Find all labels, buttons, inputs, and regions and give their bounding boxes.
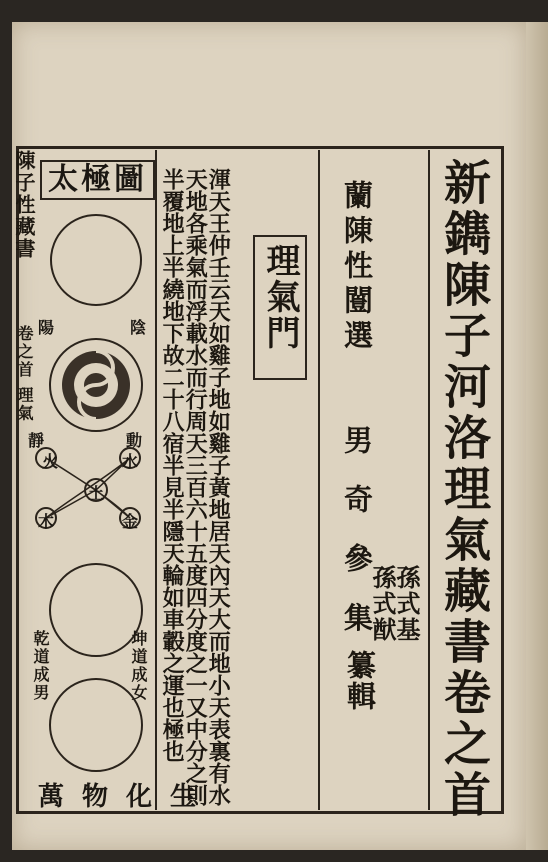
wuji-circle (51, 215, 141, 305)
jing-label: 靜 (28, 431, 45, 450)
column-rule (318, 150, 320, 810)
wood-label: 木 (38, 512, 55, 531)
book-title: 新鐫陳子河洛理氣藏書卷之首 (436, 158, 491, 821)
column-rule (428, 150, 430, 810)
kun-label: 坤道成女 (129, 630, 148, 702)
grandsons-line (368, 565, 421, 643)
section-label-box (253, 235, 307, 380)
side-note: 陳子性藏書 (12, 150, 36, 260)
body-text: 渾天王仲壬云天如雞子地如雞子黃地居天內天大而地小天表裏有水天地各乘氣而浮載水而行周天三百六十五度四分度之一又中分之則半覆地上半繞地下故二十八宿半見半隱天輪如車轂之運也極也 (159, 168, 232, 806)
yin-label: 陰 (130, 318, 147, 337)
compiler-line: 蘭陳性闓選 (340, 180, 374, 355)
metal-label: 金 (122, 512, 139, 531)
water-label: 水 (122, 452, 139, 471)
earth-label: 土 (88, 484, 105, 503)
grandson-1: 孫式基 (392, 565, 421, 643)
diagram-title: 太極圖 (40, 160, 155, 200)
bottom-text: 萬物化生 (38, 782, 215, 812)
book-spine (526, 22, 548, 850)
grandsons-role: 纂輯 (343, 650, 377, 712)
grandson-2: 孫式猷 (368, 565, 397, 643)
section-label: 理氣門 (260, 243, 300, 351)
editors-line: 男 奇 參 集 (340, 425, 374, 642)
qian-label: 乾道成男 (31, 630, 50, 702)
yang-label: 陽 (38, 318, 55, 337)
side-note-volume: 卷之首 理氣 (15, 325, 34, 423)
fire-label: 火 (42, 452, 59, 471)
dong-label: 動 (126, 431, 143, 450)
